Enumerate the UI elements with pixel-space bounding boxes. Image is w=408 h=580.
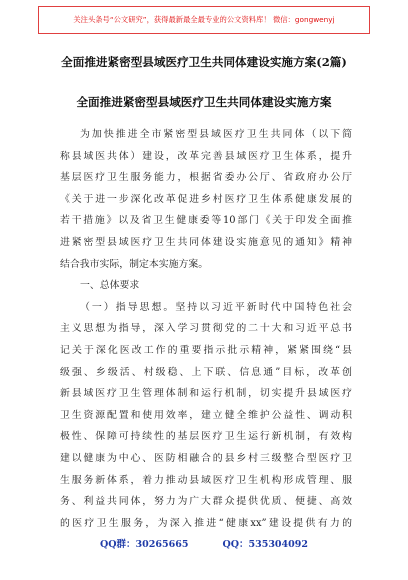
body-line: 进紧密型县域医疗卫生共同体建设实施意见的通知》精神 bbox=[60, 236, 352, 248]
promo-banner-text: 关注头条号“公文研究”，获得最新最全最专业的公文资料库！ 微信：gongwenyj bbox=[73, 15, 335, 24]
body-line: 若干措施》以及省卫生健康委等10部门《关于印发全面推 bbox=[60, 215, 352, 227]
body-line: 称县域医共体）建设，改革完善县域医疗卫生体系，提升 bbox=[60, 150, 352, 162]
promo-banner bbox=[38, 6, 370, 34]
footer-qq-group: QQ群：30265665 bbox=[100, 539, 189, 550]
body-line: 卫生资源配置和使用效率，建立健全维护公益性、调动积 bbox=[60, 409, 352, 421]
footer-qq-number: QQ：535304092 bbox=[222, 539, 308, 550]
body-line: 《关于进一步深化改革促进乡村医疗卫生体系健康发展的 bbox=[60, 193, 352, 205]
section-title: 全面推进紧密型县域医疗卫生共同体建设实施方案 bbox=[76, 95, 332, 109]
body-line: （一）指导思想。坚持以习近平新时代中国特色社会 bbox=[80, 301, 352, 313]
body-line: 建以健康为中心、医防相融合的县乡村三级整合型医疗卫 bbox=[60, 452, 352, 464]
body-line: 记关于深化医改工作的重要指示批示精神，紧紧围绕“县 bbox=[60, 344, 352, 356]
document-title: 全面推进紧密型县域医疗卫生共同体建设实施方案(2篇) bbox=[61, 55, 347, 69]
body-line: 为加快推进全市紧密型县域医疗卫生共同体（以下简 bbox=[80, 129, 352, 140]
body-line: 的医疗卫生服务，为深入推进“健康xx”建设提供有力的 bbox=[60, 517, 352, 529]
body-line: 基层医疗卫生服务能力，根据省委办公厅、省政府办公厅 bbox=[60, 172, 352, 184]
document-body bbox=[60, 124, 352, 534]
body-line: 极性、保障可持续性的基层医疗卫生运行新机制，有效构 bbox=[60, 431, 352, 443]
body-line: 级强、乡级活、村级稳、上下联、信息通”目标，改革创 bbox=[60, 366, 352, 378]
body-line: 结合我市实际，制定本实施方案。 bbox=[60, 258, 209, 270]
body-line: 务、利益共同体，努力为广大群众提供优质、便捷、高效 bbox=[60, 496, 352, 508]
heading-general-requirements: 一、总体要求 bbox=[80, 280, 140, 292]
footer-contacts bbox=[0, 536, 408, 550]
body-line: 主义思想为指导，深入学习贯彻党的二十大和习近平总书 bbox=[60, 323, 352, 335]
body-line: 生服务新体系，着力推动县域医疗卫生机构形成管理、服 bbox=[60, 474, 352, 486]
body-line: 新县域医疗卫生管理体制和运行机制，切实提升县域医疗 bbox=[60, 388, 352, 400]
